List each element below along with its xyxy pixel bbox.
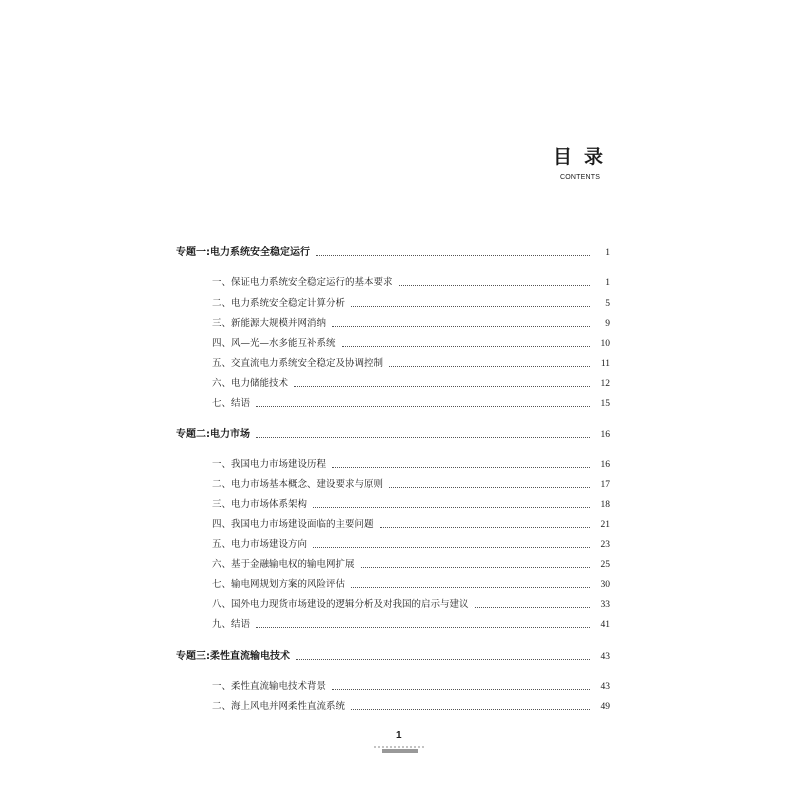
toc-entry-page: 11 <box>600 359 610 369</box>
toc-leader-dots <box>380 527 590 528</box>
toc-leader-dots <box>361 567 590 568</box>
toc-leader-dots <box>316 255 590 256</box>
toc-entry-page: 30 <box>600 580 610 590</box>
toc-section-entry[interactable] <box>212 679 610 695</box>
toc-leader-dots <box>256 406 590 407</box>
toc-leader-dots <box>342 346 590 347</box>
toc-section-entry[interactable] <box>212 577 610 593</box>
toc-entry-label: 九、结语 <box>212 619 251 630</box>
toc-section-entry[interactable] <box>212 477 610 493</box>
toc-leader-dots <box>332 467 590 468</box>
toc-entry-page: 1 <box>605 248 610 258</box>
page-number-ornament <box>372 745 428 753</box>
toc-entry-label: 三、电力市场体系架构 <box>212 499 308 510</box>
toc-section-entry[interactable] <box>212 557 610 573</box>
toc-entry-label: 五、交直流电力系统安全稳定及协调控制 <box>212 358 384 369</box>
toc-entry-page: 9 <box>605 319 610 329</box>
toc-entry-page: 49 <box>600 702 610 712</box>
toc-title-char-2: 录 <box>584 146 604 168</box>
toc-chapter-entry[interactable] <box>176 649 610 665</box>
toc-leader-dots <box>332 689 590 690</box>
toc-leader-dots <box>332 326 590 327</box>
toc-entry-page: 21 <box>600 520 610 530</box>
toc-section-entry[interactable] <box>212 296 610 312</box>
toc-section-entry[interactable] <box>212 356 610 372</box>
toc-entry-label: 二、海上风电并网柔性直流系统 <box>212 701 346 712</box>
toc-entry-page: 43 <box>600 652 610 662</box>
toc-entry-page: 10 <box>600 339 610 349</box>
toc-entry-page: 16 <box>600 430 610 440</box>
toc-leader-dots <box>389 366 590 367</box>
toc-entry-label: 七、结语 <box>212 398 251 409</box>
toc-chapter-entry[interactable] <box>176 427 610 443</box>
toc-entry-label: 七、输电网规划方案的风险评估 <box>212 579 346 590</box>
toc-entry-page: 5 <box>605 299 610 309</box>
toc-leader-dots <box>475 607 590 608</box>
toc-entry-label: 一、我国电力市场建设历程 <box>212 459 327 470</box>
toc-entry-page: 25 <box>600 560 610 570</box>
toc-section-entry[interactable] <box>212 517 610 533</box>
toc-entry-page: 1 <box>605 278 610 288</box>
toc-leader-dots <box>294 386 590 387</box>
toc-leader-dots <box>296 659 590 660</box>
toc-leader-dots <box>351 587 590 588</box>
toc-entry-label: 专题一:电力系统安全稳定运行 <box>176 247 310 258</box>
toc-entry-page: 17 <box>600 480 610 490</box>
toc-entry-label: 专题三:柔性直流输电技术 <box>176 651 290 662</box>
toc-entry-page: 18 <box>600 500 610 510</box>
toc-entry-label: 一、柔性直流输电技术背景 <box>212 681 327 692</box>
toc-section-entry[interactable] <box>212 537 610 553</box>
toc-section-entry[interactable] <box>212 497 610 513</box>
toc-leader-dots <box>351 709 590 710</box>
toc-entry-label: 六、电力储能技术 <box>212 378 289 389</box>
toc-section-entry[interactable] <box>212 617 610 633</box>
toc-section-entry[interactable] <box>212 336 610 352</box>
toc-chapter-entry[interactable] <box>176 245 610 261</box>
toc-section-entry[interactable] <box>212 376 610 392</box>
toc-entry-page: 43 <box>600 682 610 692</box>
toc-leader-dots <box>313 507 590 508</box>
toc-leader-dots <box>389 487 590 488</box>
toc-section-entry[interactable] <box>212 597 610 613</box>
toc-section-entry[interactable] <box>212 275 610 291</box>
toc-entry-label: 八、国外电力现货市场建设的逻辑分析及对我国的启示与建议 <box>212 599 469 610</box>
toc-entry-label: 专题二:电力市场 <box>176 429 250 440</box>
toc-entry-label: 四、风—光—水多能互补系统 <box>212 338 336 349</box>
toc-title-char-1: 目 <box>553 146 573 168</box>
toc-leader-dots <box>313 547 590 548</box>
toc-entry-page: 15 <box>600 399 610 409</box>
toc-entry-page: 12 <box>600 379 610 389</box>
toc-entry-page: 41 <box>600 620 610 630</box>
toc-entry-label: 四、我国电力市场建设面临的主要问题 <box>212 519 374 530</box>
toc-entry-label: 一、保证电力系统安全稳定运行的基本要求 <box>212 277 393 288</box>
toc-leader-dots <box>399 285 590 286</box>
toc-leader-dots <box>256 437 590 438</box>
page-number: 1 <box>396 730 402 741</box>
toc-section-entry[interactable] <box>212 457 610 473</box>
toc-entry-label: 二、电力系统安全稳定计算分析 <box>212 298 346 309</box>
toc-entry-label: 六、基于金融输电权的输电网扩展 <box>212 559 355 570</box>
toc-entry-page: 33 <box>600 600 610 610</box>
toc-leader-dots <box>351 306 590 307</box>
toc-entry-page: 23 <box>600 540 610 550</box>
toc-entry-page: 16 <box>600 460 610 470</box>
toc-section-entry[interactable] <box>212 699 610 715</box>
toc-subtitle: CONTENTS <box>560 174 601 181</box>
toc-entry-label: 五、电力市场建设方向 <box>212 539 308 550</box>
toc-entry-label: 二、电力市场基本概念、建设要求与原则 <box>212 479 384 490</box>
toc-leader-dots <box>256 627 590 628</box>
toc-section-entry[interactable] <box>212 396 610 412</box>
toc-section-entry[interactable] <box>212 316 610 332</box>
toc-entry-label: 三、新能源大规模并网消纳 <box>212 318 327 329</box>
